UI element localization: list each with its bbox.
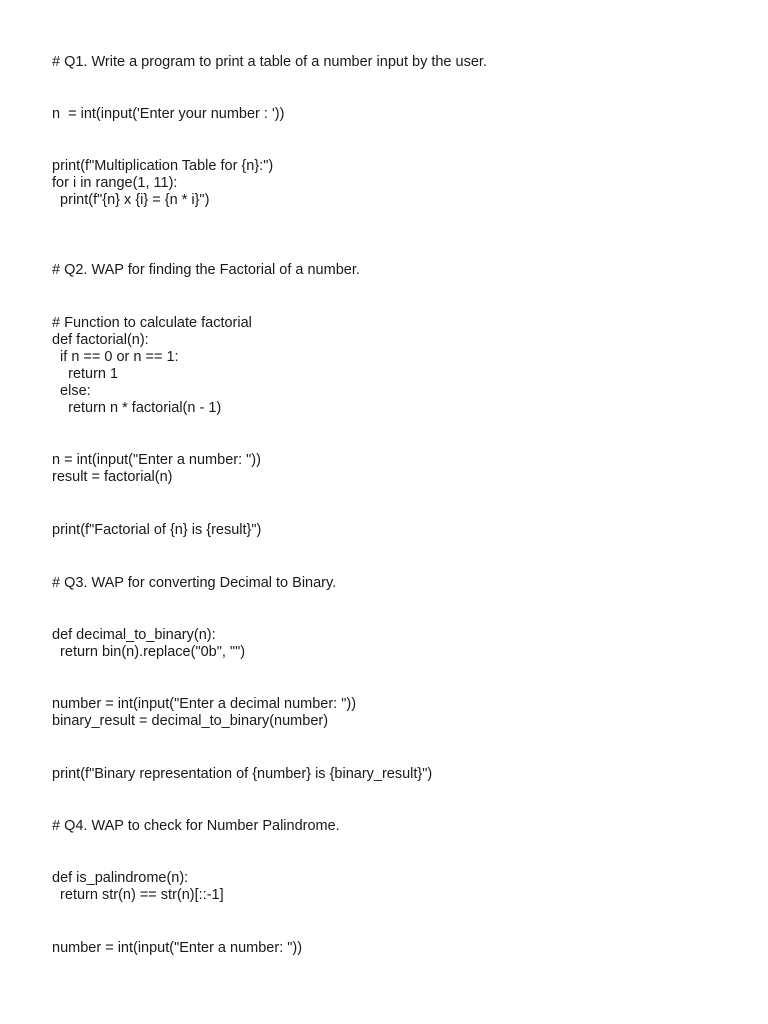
q2-if-line: if n == 0 or n == 1: bbox=[52, 349, 179, 365]
q1-loop-line: for i in range(1, 11): bbox=[52, 175, 178, 191]
q4-heading: # Q4. WAP to check for Number Palindrome. bbox=[52, 818, 340, 834]
q2-input-line: n = int(input("Enter a number: ")) bbox=[52, 452, 261, 468]
q2-return-one: return 1 bbox=[52, 366, 119, 382]
q3-print-line: print(f"Binary representation of {number} is {binary_result}") bbox=[52, 766, 433, 782]
q1-print-header: print(f"Multiplication Table for {n}:") bbox=[52, 158, 274, 174]
q4-input-line: number = int(input("Enter a number: ")) bbox=[52, 940, 303, 956]
q3-result-line: binary_result = decimal_to_binary(number) bbox=[52, 713, 329, 729]
q1-loop-body: print(f"{n} x {i} = {n * i}") bbox=[52, 192, 210, 208]
q1-heading: # Q1. Write a program to print a table of a number input by the user. bbox=[52, 54, 487, 70]
q2-heading: # Q2. WAP for finding the Factorial of a number. bbox=[52, 262, 360, 278]
q3-def-line: def decimal_to_binary(n): bbox=[52, 627, 216, 643]
q2-result-line: result = factorial(n) bbox=[52, 469, 173, 485]
q2-return-recursive: return n * factorial(n - 1) bbox=[52, 400, 222, 416]
q4-return-line: return str(n) == str(n)[::-1] bbox=[52, 887, 224, 903]
q3-input-line: number = int(input("Enter a decimal number: ")) bbox=[52, 696, 357, 712]
q3-return-line: return bin(n).replace("0b", "") bbox=[52, 644, 246, 660]
q4-def-line: def is_palindrome(n): bbox=[52, 870, 189, 886]
q3-heading: # Q3. WAP for converting Decimal to Binary. bbox=[52, 575, 337, 591]
q2-else-line: else: bbox=[52, 383, 91, 399]
q1-input-line: n = int(input('Enter your number : ')) bbox=[52, 106, 285, 122]
q2-print-line: print(f"Factorial of {n} is {result}") bbox=[52, 522, 262, 538]
q2-comment: # Function to calculate factorial bbox=[52, 315, 252, 331]
q2-def-line: def factorial(n): bbox=[52, 332, 149, 348]
